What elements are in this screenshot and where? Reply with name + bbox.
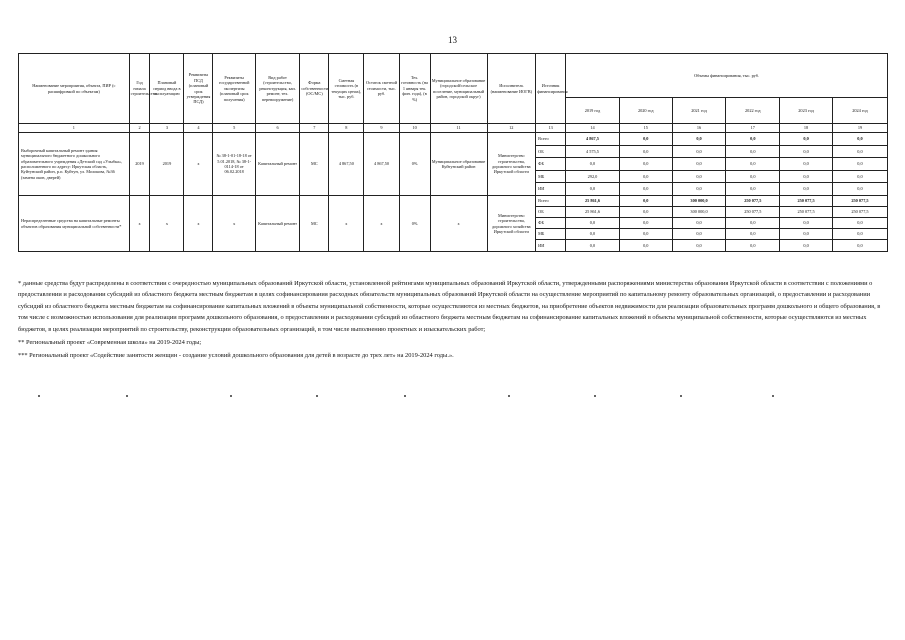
column-number: 6	[255, 124, 299, 133]
amount-cell: 0,0	[619, 183, 672, 196]
amount-cell: 300 000,0	[672, 196, 726, 207]
funding-source: ОБ	[536, 207, 566, 218]
funding-source: ИИ	[536, 183, 566, 196]
municipality: Муниципальное образование Куйтунский район	[430, 133, 487, 196]
work-type: Капитальный ремонт	[255, 196, 299, 252]
funding-source: МБ	[536, 229, 566, 240]
header-municipality: Муниципальное образование (городской/сельское поселение, муниципальный район, городской округ)	[430, 54, 487, 124]
amount-cell: 0,0	[566, 240, 620, 252]
funding-source: Всего	[536, 196, 566, 207]
amount-cell: 0,0	[780, 218, 833, 229]
column-number: 9	[364, 124, 399, 133]
funding-source: ФБ	[536, 158, 566, 171]
amount-cell: 0,0	[726, 171, 780, 183]
ownership: МС	[300, 133, 329, 196]
amount-cell: 0,0	[832, 183, 887, 196]
header-remaining-cost: Остаток сметной стоимости, тыс. руб.	[364, 54, 399, 124]
header-year: 2019 год	[566, 98, 620, 124]
amount-cell: 0,0	[619, 240, 672, 252]
amount-cell: 0,0	[780, 183, 833, 196]
amount-cell: 0,0	[780, 158, 833, 171]
executor: Министерство строительства, дорожного хозяйства Иркутской области	[487, 196, 536, 252]
funding-source: Всего	[536, 133, 566, 146]
column-number: 5	[213, 124, 255, 133]
estimated-cost: х	[329, 196, 364, 252]
amount-cell: 0,0	[726, 229, 780, 240]
column-number: 18	[780, 124, 833, 133]
commission-period: 2019	[150, 133, 184, 196]
header-year: 2022 год	[726, 98, 780, 124]
estimated-cost: 4 867,50	[329, 133, 364, 196]
psd-details: х	[184, 133, 213, 196]
municipality: х	[430, 196, 487, 252]
header-year: 2024 год	[832, 98, 887, 124]
funding-source: ИИ	[536, 240, 566, 252]
amount-cell: 0,0	[726, 146, 780, 158]
amount-cell: 250 077,5	[780, 196, 833, 207]
header-ownership: Форма собственности (ОС/МС)	[300, 54, 329, 124]
scan-artifacts	[0, 395, 905, 401]
amount-cell: 0,0	[672, 218, 726, 229]
amount-cell: 0,0	[832, 171, 887, 183]
column-number: 2	[129, 124, 150, 133]
amount-cell: 0,0	[832, 133, 887, 146]
header-year: 2021 год	[672, 98, 726, 124]
funding-source: МБ	[536, 171, 566, 183]
amount-cell: 250 077,5	[780, 207, 833, 218]
amount-cell: 0,0	[780, 229, 833, 240]
remaining-cost: 4 867,50	[364, 133, 399, 196]
column-number: 13	[536, 124, 566, 133]
commission-period: х	[150, 196, 184, 252]
amount-cell: 0,0	[832, 229, 887, 240]
column-number: 11	[430, 124, 487, 133]
amount-cell: 0,0	[619, 229, 672, 240]
amount-cell: 4 867,5	[566, 133, 620, 146]
amount-cell: 0,0	[672, 146, 726, 158]
amount-cell: 0,0	[832, 218, 887, 229]
amount-cell: 0,0	[726, 183, 780, 196]
amount-cell: 0,0	[780, 146, 833, 158]
amount-cell: 0,0	[566, 158, 620, 171]
amount-cell: 0,0	[832, 146, 887, 158]
amount-cell: 0,0	[832, 158, 887, 171]
footnote-single-star: * данные средства будут распределены в соответствии с очередностью муниципальных образований Иркутской области, установленной рейтингами муниципальных образований Иркутской области, утвержденными распоряжениями министерства образования Иркутской области в соответствии с положениями о предоставлении и расходовании субсидий из областного бюджета местным бюджетам в целях софинансирования расходных обязательств муниципальных образований Иркутской области на осуществление мероприятий по капитальному ремонту образовательных организаций, о предоставлении и расходовании субсидий из областного бюджета местным бюджетам на софинансирование капитальных вложений в объекты муниципальной собственности, которые осуществляются из местных бюджетов, на приобретение объектов недвижимости для реализации образовательных программ дошкольного и общего образования, в том числе с возможностью использования для реализации программ дошкольного образования, о предоставлении и расходовании субсидий из областного бюджета местным бюджетам на софинансирование капитальных вложений в объекты муниципальной собственности, которые осуществляются из местных бюджетов, в целях реализации мероприятий по строительству, реконструкции образовательных организаций, в том числе выполнению проектных и изыскательских работ;	[18, 280, 881, 333]
amount-cell: 0,0	[672, 183, 726, 196]
header-year: 2023 год	[780, 98, 833, 124]
amount-cell: 4 575,5	[566, 146, 620, 158]
column-number: 3	[150, 124, 184, 133]
header-year: 2020 год	[619, 98, 672, 124]
amount-cell: 0,0	[672, 133, 726, 146]
amount-cell: 300 000,0	[672, 207, 726, 218]
amount-cell: 0,0	[619, 218, 672, 229]
header-readiness: Тех. готовность (на 1 января тек. фин. года), (в %)	[399, 54, 430, 124]
readiness: 0%	[399, 196, 430, 252]
amount-cell: 0,0	[726, 158, 780, 171]
expertise-details: х	[213, 196, 255, 252]
amount-cell: 0,0	[672, 158, 726, 171]
funding-source: ОБ	[536, 146, 566, 158]
column-number: 17	[726, 124, 780, 133]
amount-cell: 0,0	[780, 171, 833, 183]
amount-cell: 0,0	[672, 229, 726, 240]
footnotes	[18, 278, 890, 362]
column-number-row	[19, 124, 888, 133]
amount-cell: 250 077,5	[726, 207, 780, 218]
column-number: 4	[184, 124, 213, 133]
amount-cell: 0,0	[780, 133, 833, 146]
amount-cell: 0,0	[566, 218, 620, 229]
amount-cell: 25 861,6	[566, 196, 620, 207]
amount-cell: 0,0	[780, 240, 833, 252]
object-name: Выборочный капитальный ремонт здания муниципального бюджетного дошкольного образовательного учреждения «Детский сад «Улыбка», расположенного по адресу: Иркутская область, Куйтунский район, р.п. Куйтун, ул. Молокова, №36 (замена окон, дверей)	[19, 133, 130, 196]
table-row	[19, 196, 888, 207]
amount-cell: 250 077,5	[726, 196, 780, 207]
ownership: МС	[300, 196, 329, 252]
start-year: 2019	[129, 133, 150, 196]
header-executor: Исполнитель (наименование ИОГВ)	[487, 54, 536, 124]
header-funding-source: Источник финансирования	[536, 54, 566, 124]
funding-source: ФБ	[536, 218, 566, 229]
amount-cell: 0,0	[619, 146, 672, 158]
header-row	[19, 54, 888, 98]
amount-cell: 0,0	[619, 207, 672, 218]
column-number: 10	[399, 124, 430, 133]
remaining-cost: х	[364, 196, 399, 252]
page-number: 13	[448, 35, 457, 45]
amount-cell: 0,0	[832, 240, 887, 252]
column-number: 8	[329, 124, 364, 133]
expertise-details: № 38-1-01-18-18 от 5.01.2018, № 38-1-0114-18 от 06.02.2018	[213, 133, 255, 196]
amount-cell: 0,0	[619, 196, 672, 207]
executor: Министерство строительства, дорожного хозяйства Иркутской области	[487, 133, 536, 196]
object-name: Нераспределенные средства на капитальные ремонты объектов образования муниципальной собственности*	[19, 196, 130, 252]
work-type: Капитальный ремонт	[255, 133, 299, 196]
column-number: 1	[19, 124, 130, 133]
amount-cell: 0,0	[672, 240, 726, 252]
column-number: 16	[672, 124, 726, 133]
amount-cell: 0,0	[619, 133, 672, 146]
header-funding-volumes: Объемы финансирования, тыс. руб.	[566, 54, 888, 98]
amount-cell: 292,0	[566, 171, 620, 183]
amount-cell: 250 077,5	[832, 196, 887, 207]
header-estimated-cost: Сметная стоимость (в текущих ценах), тыс. руб.	[329, 54, 364, 124]
amount-cell: 0,0	[566, 229, 620, 240]
footnote-double-star: ** Региональный проект «Современная школа» на 2019-2024 годы;	[18, 339, 202, 347]
column-number: 15	[619, 124, 672, 133]
column-number: 7	[300, 124, 329, 133]
amount-cell: 0,0	[672, 171, 726, 183]
financing-table	[18, 53, 888, 252]
column-number: 19	[832, 124, 887, 133]
psd-details: х	[184, 196, 213, 252]
header-commission-period: Плановый период ввода в эксплуатацию	[150, 54, 184, 124]
header-start-year: Год начала строительства	[129, 54, 150, 124]
footnote-triple-star: *** Региональный проект «Содействие занятости женщин - создание условий дошкольного образования для детей в возрасте до трех лет» на 2019-2024 годы.».	[18, 352, 454, 360]
amount-cell: 0,0	[726, 133, 780, 146]
amount-cell: 0,0	[726, 218, 780, 229]
readiness: 0%	[399, 133, 430, 196]
amount-cell: 250 077,5	[832, 207, 887, 218]
column-number: 12	[487, 124, 536, 133]
header-work-type: Вид работ (строительство, реконструкция, кап. ремонт, тех. перевооружение)	[255, 54, 299, 124]
amount-cell: 0,0	[619, 158, 672, 171]
start-year: х	[129, 196, 150, 252]
column-number: 14	[566, 124, 620, 133]
amount-cell: 0,0	[619, 171, 672, 183]
amount-cell: 0,0	[726, 240, 780, 252]
amount-cell: 0,0	[566, 183, 620, 196]
header-name: Наименование мероприятия, объекта, ПИР (с расшифровкой по объектам)	[19, 54, 130, 124]
amount-cell: 25 861,6	[566, 207, 620, 218]
header-psd: Реквизиты ПСД (плановый срок утверждения ПСД)	[184, 54, 213, 124]
table-row	[19, 133, 888, 146]
header-expertise: Реквизиты государственной экспертизы (плановый срок получения)	[213, 54, 255, 124]
